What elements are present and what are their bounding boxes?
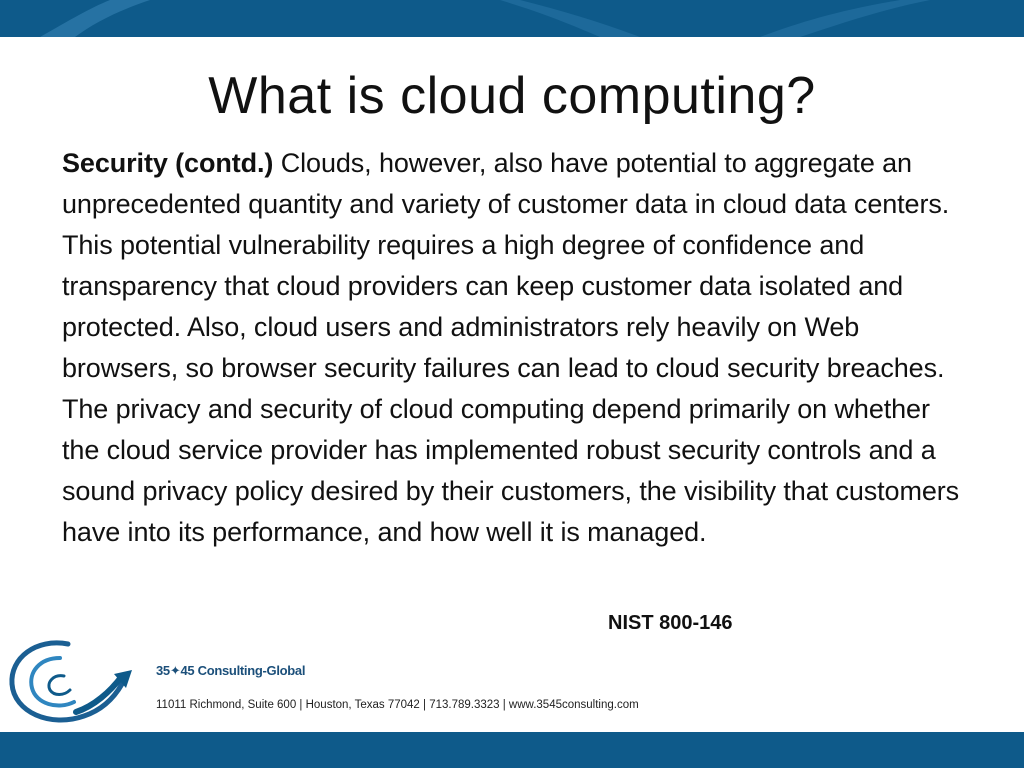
slide-title: What is cloud computing? [208,67,816,125]
slide-body [62,143,974,553]
swirl-arrow-logo-icon [6,636,134,728]
body-lead-heading: Security (contd.) [62,148,274,178]
company-address: 11011 Richmond, Suite 600 | Houston, Texas 77042 | 713.789.3323 | www.3545consulting.com [156,699,639,711]
body-paragraph: Clouds, however, also have potential to aggregate an unprecedented quantity and variety of customer data in cloud data centers. This potential vulnerability requires a high degree of confidence and transparency that cloud providers can keep customer data isolated and protected. Also, cloud users and administrators rely heavily on Web browsers, so browser security failures can lead to cloud security breaches. The privacy and security of cloud computing depend primarily on whether the cloud service provider has implemented robust security controls and a sound privacy policy desired by their customers, the visibility that customers have into its performance, and how well it is managed. [62,148,960,547]
top-banner [0,0,1024,37]
bottom-banner [0,732,1024,768]
source-citation: NIST 800-146 [608,612,733,634]
company-name: 35✦45 Consulting-Global [156,663,306,678]
top-banner-swoosh [0,0,1024,37]
